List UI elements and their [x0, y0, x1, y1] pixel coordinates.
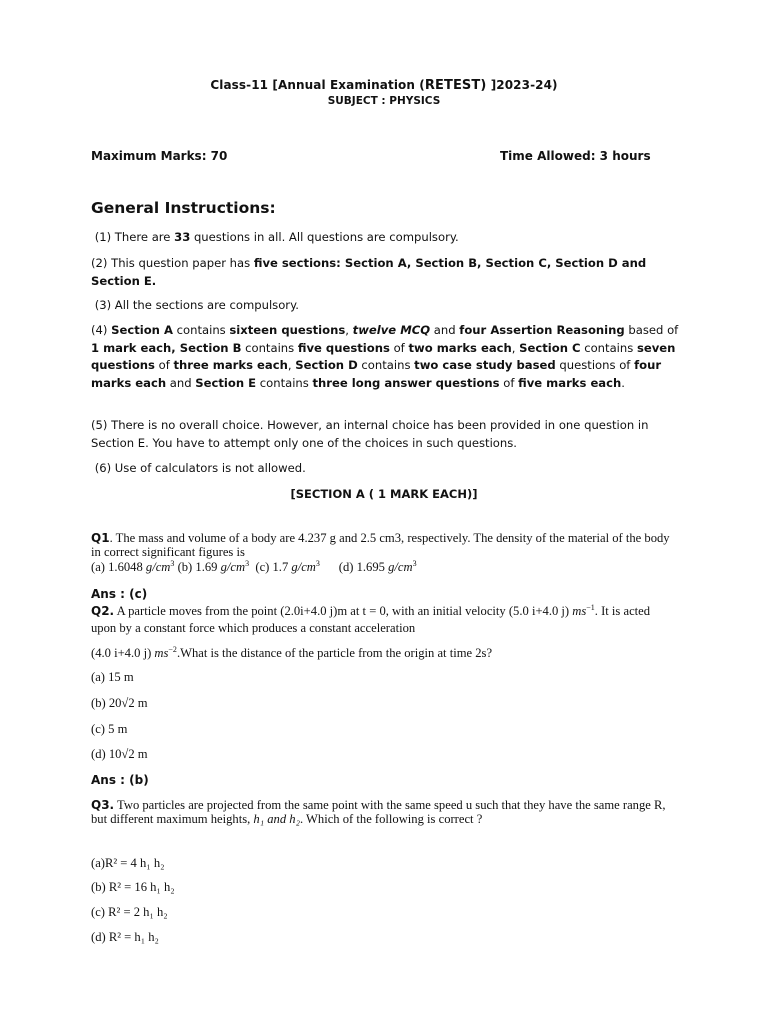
instruction-1: (1) There are 33 questions in all. All questions are compulsory.: [94, 230, 459, 244]
answer-2: Ans : (b): [91, 773, 149, 787]
question-2: Q2. A particle moves from the point (2.0i+4.0 j)m at t = 0, with an initial velocity (5.0 i+4.0 j) $ms^{-1}$. It is acted upon by a constant force which produces a constant acceleration: [91, 602, 651, 635]
question-3-option-b: (b) R² = 16 h₁ h₂: [91, 880, 175, 894]
question-2-option-b: (b) 20√2 m: [91, 696, 148, 710]
exam-title: Class-11 [Annual Examination (RETEST) ]2023-24): [210, 78, 558, 93]
question-2-option-d: (d) 10√2 m: [91, 747, 148, 761]
question-1: Q1. The mass and volume of a body are 4.237 g and 2.5 cm3, respectively. The density of the material of the body in correct significant figures is: [91, 531, 670, 559]
answer-1: Ans : (c): [91, 587, 148, 601]
question-2-continued: (4.0 i+4.0 j) $ms^{-2}.What$ is the distance of the particle from the origin at time 2s?: [91, 644, 493, 660]
subject-line: SUBJECT : PHYSICS: [327, 95, 441, 107]
instruction-5: (5) There is no overall choice. However, an internal choice has been provided in one question in Section E. You have to attempt only one of the choices in such questions.: [91, 418, 649, 450]
instructions-heading: General Instructions:: [91, 199, 276, 217]
question-2-option-a: (a) 15 m: [91, 670, 134, 684]
instruction-4: (4) Section A contains sixteen questions, twelve MCQ and four Assertion Reasoning based of 1 mark each, Section B contains five questions of two marks each, Section C contains seven questions of three marks each, Section D contains two case study based questions of four marks each and Section E contains three long answer questions of five marks each.: [91, 323, 679, 390]
question-3-option-a: (a)R² = 4 h₁ h₂: [91, 856, 165, 870]
instruction-3: (3) All the sections are compulsory.: [94, 298, 299, 312]
time-allowed: Time Allowed: 3 hours: [500, 149, 651, 163]
instruction-2: (2) This question paper has five sections: Section A, Section B, Section C, Section D and Section E.: [91, 256, 647, 288]
instruction-6: (6) Use of calculators is not allowed.: [94, 461, 306, 475]
question-1-options: (a) 1.6048 $g/cm^3$ (b) 1.69 $g/cm^3$ (c) 1.7 $g/cm^3$ (d) 1.695 $g/cm^3$: [91, 558, 417, 574]
question-3: Q3. Two particles are projected from the same point with the same speed u such that they have the same range R, but different maximum heights, h₁ and h₂. Which of the following is correct ?: [91, 798, 666, 826]
question-3-option-c: (c) R² = 2 h₁ h₂: [91, 905, 168, 919]
section-a-heading: [SECTION A ( 1 MARK EACH)]: [290, 487, 478, 501]
question-3-option-d: (d) R² = h₁ h₂: [91, 930, 159, 944]
question-2-option-c: (c) 5 m: [91, 722, 128, 736]
maximum-marks: Maximum Marks: 70: [91, 149, 228, 163]
